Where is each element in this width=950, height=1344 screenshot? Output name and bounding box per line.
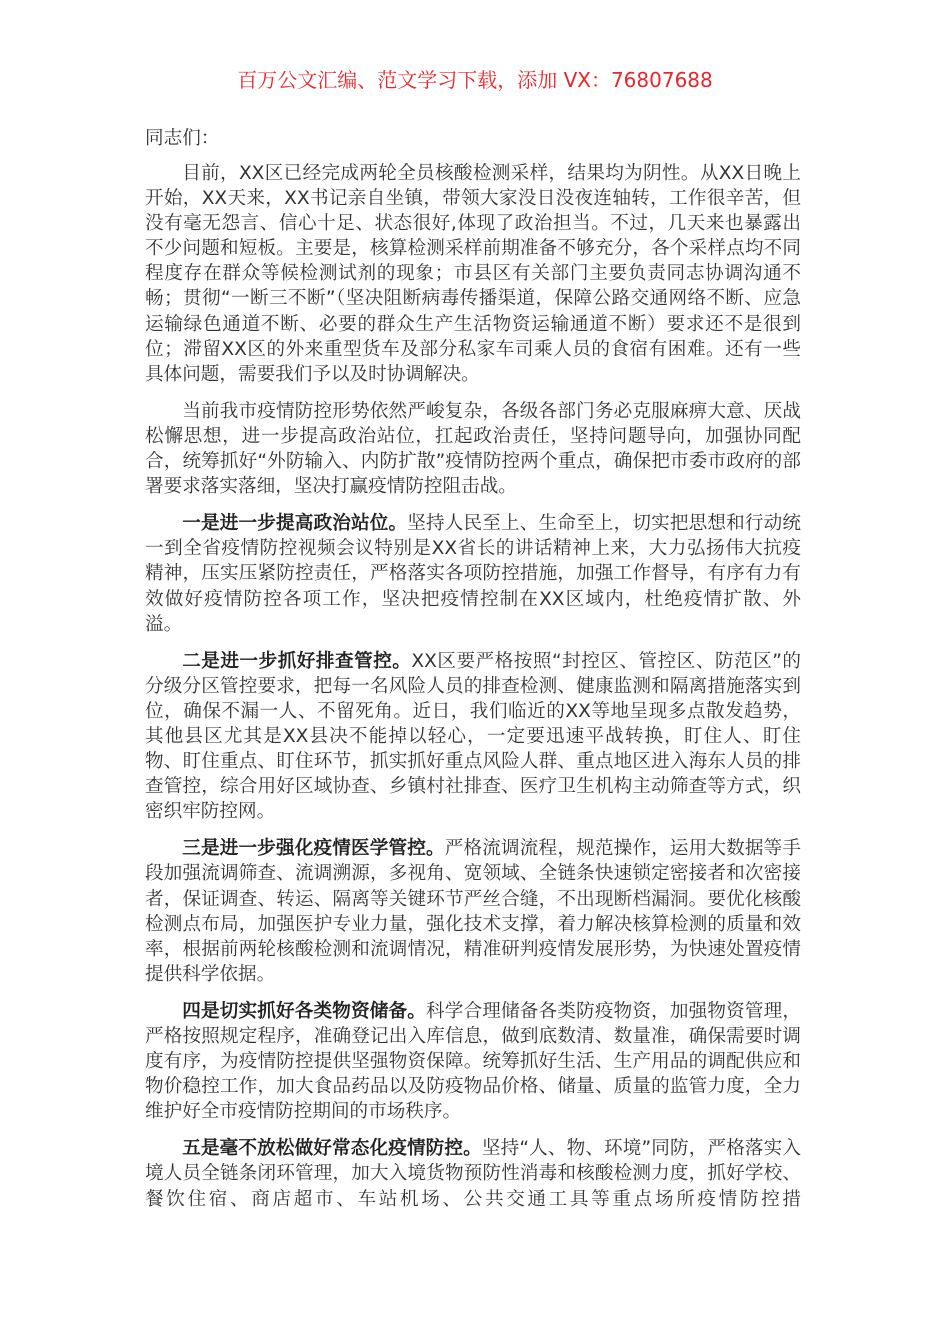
paragraph-situation (145, 399, 801, 499)
paragraph-lead: 五是毫不放松做好常态化疫情防控。 (182, 1138, 482, 1160)
paragraph-text: 坚持“人、物、环境”同防，严格落实入境人员全链条闭环管理，加大入境货物预防性消毒和核酸检测力度，抓好学校、餐饮住宿、商店超市、车站机场、公共交通工具等重点场所疫情防控措 (145, 1138, 801, 1210)
paragraph-intro (145, 161, 801, 387)
paragraph-lead: 二是进一步抓好排查管控。 (182, 650, 412, 672)
paragraph-text: 当前我市疫情防控形势依然严峻复杂，各级各部门务必克服麻痹大意、厌战松懈思想，进一步提高政治站位，扛起政治责任，坚持问题导向，加强协同配合，统筹抓好“外防输入、内防扩散”疫情防控两个重点，确保把市委市政府的部署要求落实落细，坚决打赢疫情防控阻击战。 (145, 400, 801, 498)
greeting: 同志们： (145, 128, 220, 149)
paragraph-text: 科学合理储备各类防疫物资，加强物资管理，严格按照规定程序，准确登记出入库信息，做到底数清、数量准，确保需要时调度有序，为疫情防控提供坚强物资保障。统筹抓好生活、生产用品的调配供应和物价稳控工作，加大食品药品以及防疫物品价格、储量、质量的监管力度，全力维护好全市疫情防控期间的市场秩序。 (145, 1000, 801, 1123)
paragraph-text: 坚持人民至上、生命至上，切实把思想和行动统一到全省疫情防控视频会议特别是XX省长的讲话精神上来，大力弘扬伟大抗疫精神，压实压紧防控责任，严格落实各项防控措施，加强工作督导，有序有力有效做好疫情防控各项工作，坚决把疫情控制在XX区域内，杜绝疫情扩散、外溢。 (145, 513, 801, 635)
paragraph-point-1 (145, 511, 801, 636)
paragraph-lead: 一是进一步提高政治站位。 (182, 513, 408, 535)
paragraph-point-3 (145, 836, 801, 987)
paragraph-point-4 (145, 999, 801, 1124)
paragraph-lead: 四是切实抓好各类物资储备。 (182, 1000, 427, 1022)
paragraph-text: 严格流调流程，规范操作，运用大数据等手段加强流调筛查、流调溯源，多视角、宽领域、全链条快速锁定密接者和次密接者，保证调查、转运、隔离等关键环节严丝合缝，不出现断档漏洞。要优化核酸检测点布局，加强医护专业力量，强化技术支撑，着力解决核算检测的质量和效率，根据前两轮核酸检测和流调情况，精准研判疫情发展形势，为快速处置疫情提供科学依据。 (145, 838, 801, 985)
paragraph-point-5 (145, 1136, 801, 1211)
paragraph-point-2 (145, 649, 801, 825)
paragraph-lead: 三是进一步强化疫情医学管控。 (182, 838, 445, 860)
document-body (145, 126, 801, 1224)
paragraph-text: XX区要严格按照“封控区、管控区、防范区”的分级分区管控要求，把每一名风险人员的排查检测、健康监测和隔离措施落实到位，确保不漏一人、不留死角。近日，我们临近的XX等地呈现多点散发趋势，其他县区尤其是XX县决不能掉以轻心，一定要迅速平战转换，盯住人、盯住物、盯住重点、盯住环节，抓实抓好重点风险人群、重点地区进入海东人员的排查管控，综合用好区域协查、乡镇村社排查、医疗卫生机构主动筛查等方式，织密织牢防控网。 (145, 650, 801, 823)
paragraph-text: 目前，XX区已经完成两轮全员核酸检测采样，结果均为阴性。从XX日晚上开始，XX天来，XX书记亲自坐镇，带领大家没日没夜连轴转，工作很辛苦，但没有毫无怨言、信心十足、状态很好,体现了政治担当。不过，几天来也暴露出不少问题和短板。主要是，核算检测采样前期准备不够充分，各个采样点均不同程度存在群众等候检测试剂的现象；市县区有关部门主要负责同志协调沟通不畅；贯彻“一断三不断”（坚决阻断病毒传播渠道，保障公路交通网络不断、应急运输绿色通道不断、必要的群众生产生活物资运输通道不断）要求还不是很到位；滞留XX区的外来重型货车及部分私家车司乘人员的食宿有困难。还有一些具体问题，需要我们予以及时协调解决。 (145, 163, 801, 385)
watermark-header: 百万公文汇编、范文学习下载，添加 VX：76807688 (237, 68, 713, 92)
